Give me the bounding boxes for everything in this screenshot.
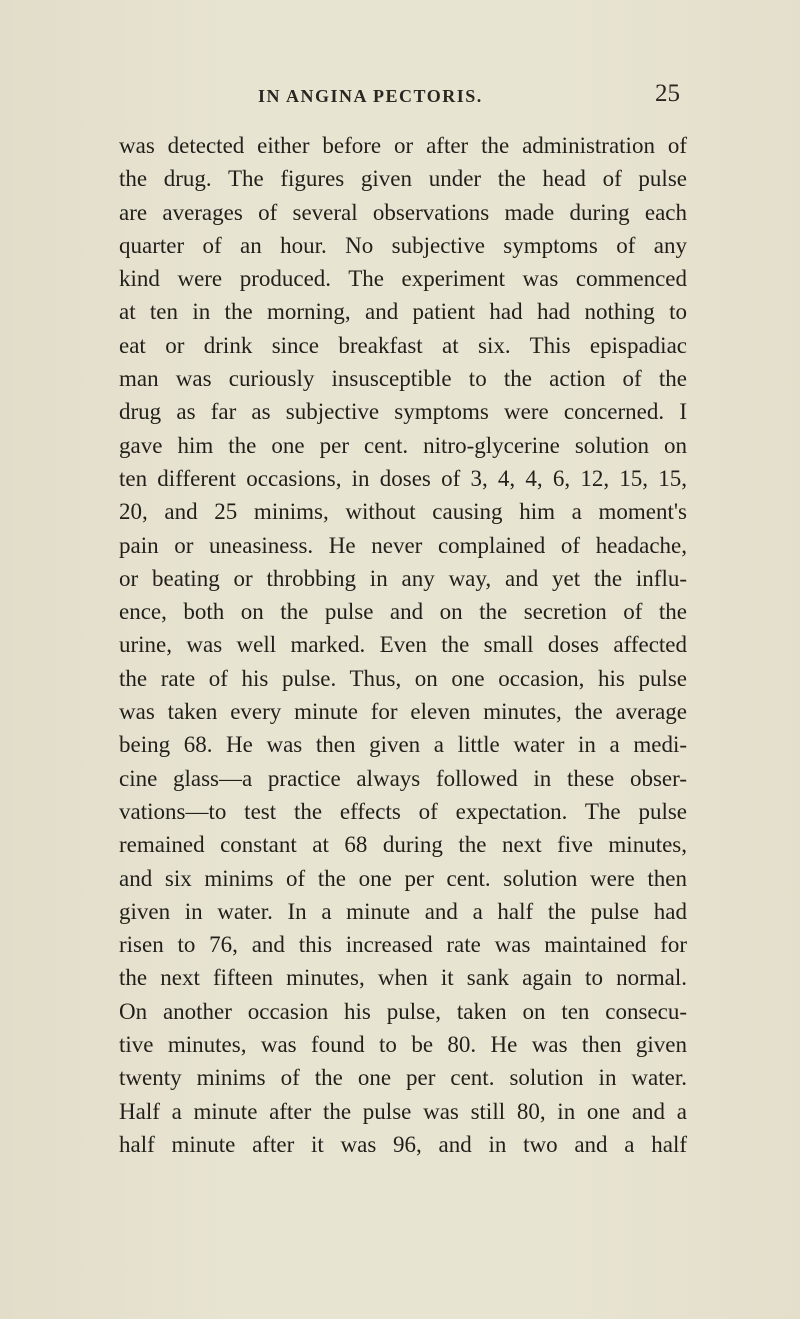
- text-line: urine, was well marked. Even the small doses affected: [119, 632, 687, 658]
- text-line: the rate of his pulse. Thus, on one occasion, his pulse: [119, 665, 687, 691]
- text-line: quarter of an hour. No subjective symptoms of any: [119, 232, 687, 258]
- text-line: being 68. He was then given a little water in a medi-: [119, 732, 687, 758]
- text-line: man was curiously insusceptible to the action of the: [119, 366, 687, 392]
- text-line: remained constant at 68 during the next five minutes,: [119, 832, 687, 858]
- text-line: On another occasion his pulse, taken on ten consecu-: [119, 998, 687, 1024]
- text-line: 20, and 25 minims, without causing him a moment's: [119, 499, 687, 525]
- text-line: are averages of several observations made during each: [119, 199, 687, 225]
- text-line: given in water. In a minute and a half the pulse had: [119, 898, 687, 924]
- running-title: IN ANGINA PECTORIS.: [258, 86, 483, 106]
- text-line: ten different occasions, in doses of 3, 4, 4, 6, 12, 15, 15,: [119, 465, 687, 491]
- text-line: Half a minute after the pulse was still 80, in one and a: [119, 1098, 687, 1124]
- text-line: twenty minims of the one per cent. solution in water.: [119, 1065, 687, 1091]
- text-line: was taken every minute for eleven minutes, the average: [119, 699, 687, 725]
- text-line: and six minims of the one per cent. solution were then: [119, 865, 687, 891]
- text-line: ence, both on the pulse and on the secretion of the: [119, 599, 687, 625]
- body-text: [119, 129, 687, 1161]
- text-line: or beating or throbbing in any way, and yet the influ-: [119, 565, 687, 591]
- text-line: pain or uneasiness. He never complained of headache,: [119, 532, 687, 558]
- page-number: 25: [655, 80, 680, 107]
- text-line: vations—to test the effects of expectation. The pulse: [119, 798, 687, 824]
- text-line: eat or drink since breakfast at six. This epispadiac: [119, 332, 687, 358]
- text-line: gave him the one per cent. nitro-glycerine solution on: [119, 432, 687, 458]
- text-line: cine glass—a practice always followed in these obser-: [119, 765, 687, 791]
- text-line: was detected either before or after the administration of: [119, 133, 687, 158]
- text-line: at ten in the morning, and patient had had nothing to: [119, 299, 687, 325]
- text-line: kind were produced. The experiment was commenced: [119, 266, 687, 292]
- text-line: risen to 76, and this increased rate was maintained for: [119, 932, 687, 958]
- text-line: the drug. The figures given under the head of pulse: [119, 166, 687, 192]
- text-line: drug as far as subjective symptoms were concerned. I: [119, 399, 687, 425]
- text-line: the next fifteen minutes, when it sank again to normal.: [119, 965, 687, 991]
- text-line: tive minutes, was found to be 80. He was then given: [119, 1032, 687, 1058]
- text-line: half minute after it was 96, and in two and a half: [119, 1131, 687, 1157]
